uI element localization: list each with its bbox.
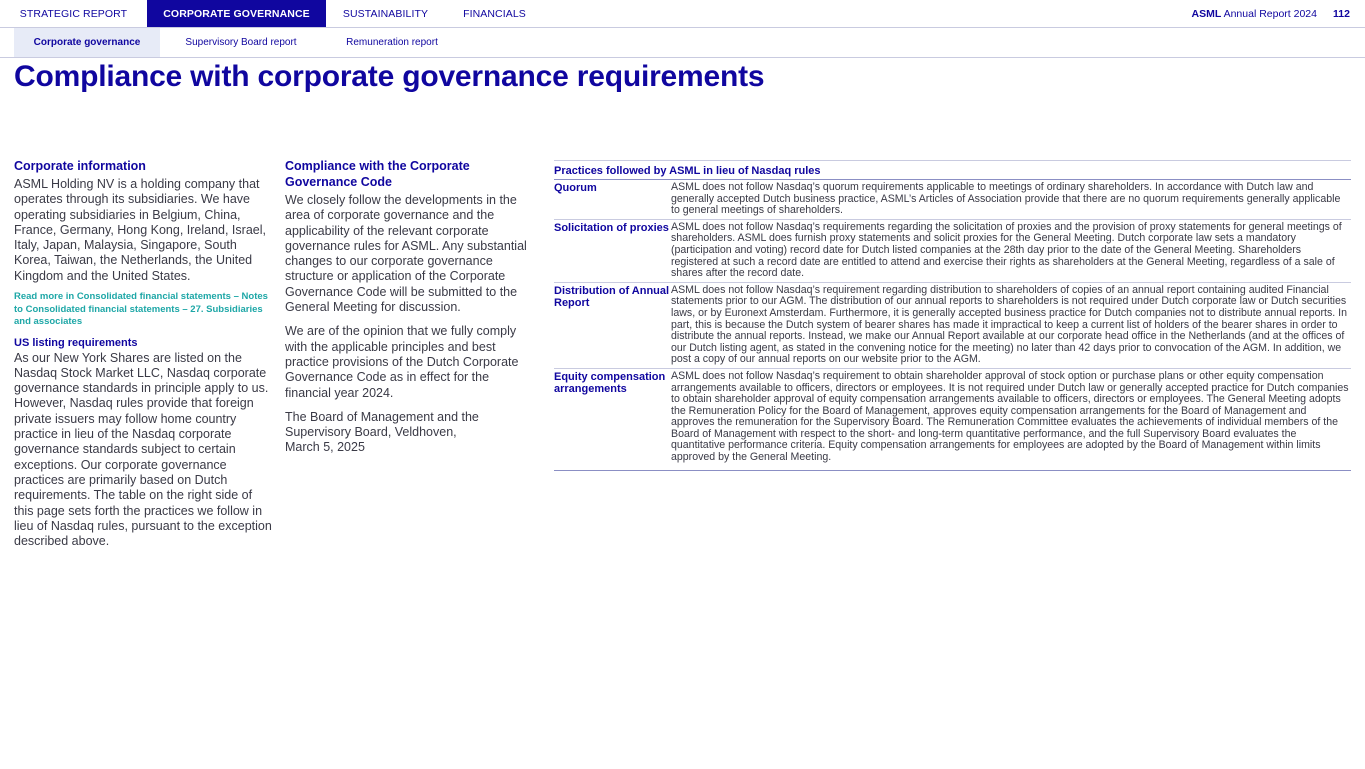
brand-name: ASML [1191,8,1222,20]
table-row-solicitation [554,220,1351,283]
row-text: ASML does not follow Nasdaq’s requirements regarding the solicitation of proxies and the provision of proxy statements for general meetings of shareholders. ASML does furnish proxy statements and solicit proxies for the General Meeting. Dutch corporate law sets a mandatory (participation and voting) record date for Dutch listed companies at the 28th day prior to the date of the General Meeting. Shareholders registered at such a record date are entitled to attend and exercise their rights as shareholders at the General Meeting, regardless of a sale of shares after the record date. [671,220,1342,280]
row-label: Equity compensation arrangements [554,370,666,395]
governance-code-heading: Compliance with the Corporate Governance Code [285,159,470,189]
read-more-link[interactable]: Read more in Consolidated financial statements – Notes to Consolidated financial statements – 27. Subsidiaries and associates [14,291,268,328]
subtab-supervisory-board-report[interactable]: Supervisory Board report [185,37,297,48]
table-row-distribution [554,283,1351,369]
table-title: Practices followed by ASML in lieu of Nasdaq rules [554,160,1351,180]
row-label: Distribution of Annual Report [554,284,670,309]
top-navigation [0,0,1365,28]
page-number: 112 [1333,8,1350,20]
signoff-date: March 5, 2025 [285,440,365,455]
corporate-information-text: ASML Holding NV is a holding company that operates through its subsidiaries. We have operating subsidiaries in Belgium, China, France, Germany, Hong Kong, Ireland, Israel, Italy, Japan, Malaysia, Singapore, South Korea, Taiwan, the Netherlands, the United Kingdom and the United States. [14,177,266,283]
subtab-corporate-governance[interactable]: Corporate governance [14,28,160,57]
tab-financials[interactable]: FINANCIALS [463,8,526,20]
governance-code-section [285,158,537,461]
us-listing-heading: US listing requirements [14,336,138,349]
subtab-remuneration-report[interactable]: Remuneration report [346,37,438,48]
row-text: ASML does not follow Nasdaq’s requirement regarding distribution to shareholders of copies of an annual report containing audited Financial statements prior to our AGM. The distribution of our annual reports to shareholders is not required under Dutch corporate law or Dutch securities laws, or by Euronext Amsterdam. Furthermore, it is generally accepted business practice for Dutch companies not to distribute annual reports. In part, this is because the Dutch system of bearer shares has made it impractical to keep a current list of holders of the bearer shares in order to distribute the annual reports. Instead, we make our Annual Report available at our corporate head office in the Netherlands (and at the offices of our Dutch listing agent, as stated in the convening notice for the meeting) no later than 42 days prior to convocation of the AGM. In addition, we post a copy of our annual reports on our website prior to the AGM. [671,283,1347,366]
tab-sustainability[interactable]: SUSTAINABILITY [342,8,429,20]
tab-strategic-report[interactable]: STRATEGIC REPORT [19,8,128,20]
us-listing-text: As our New York Shares are listed on the Nasdaq Stock Market LLC, Nasdaq corporate governance standards in principle apply to us. However, Nasdaq rules provide that foreign private issuers may follow home country practice in lieu of the Nasdaq corporate governance standards subject to certain exceptions. Our corporate governance practices are primarily based on Dutch requirements. The table on the right side of this page sets forth the practices we follow in lieu of Nasdaq rules, pursuant to the exception described above. [14,350,272,549]
report-brand[interactable] [1192,0,1318,27]
table-row-equity [554,369,1351,471]
row-text: ASML does not follow Nasdaq’s requirement to obtain shareholder approval of stock option or purchase plans or other equity compensation arrangements available to officers, directors or employees. It is not required under Dutch law or generally accepted practice for Dutch companies to obtain shareholder approval of equity compensation arrangements available to officers, directors or employees. The General Meeting adopts the Remuneration Policy for the Board of Management, approves equity compensation arrangements for the Board of Management and approves the remuneration for the Supervisory Board. The Remuneration Committee evaluates the achievements of individual members of the Board of Management with respect to the short- and long-term quantitative performance, and the full Supervisory Board evaluates the quantitative performance criteria. Equity compensation arrangements for employees are adopted by the Board of Management within limits approved by the General Meeting. [671,369,1349,464]
sub-navigation [0,28,1365,58]
governance-code-text-2: We are of the opinion that we fully comply with the applicable principles and best practice provisions of the Dutch Corporate Governance Code as in effect for the financial year 2024. [285,324,519,400]
governance-code-text-1: We closely follow the developments in the area of corporate governance and the applicability of the relevant corporate governance rules for ASML. Any substantial changes to our corporate governance structure or application of the Corporate Governance Code will be submitted to the General Meeting for discussion. [285,193,527,315]
signoff-line-2: Supervisory Board, Veldhoven, [285,425,457,440]
table-row-quorum [554,180,1351,220]
row-label: Quorum [554,182,597,194]
report-name: Annual Report 2024 [1221,8,1317,20]
corporate-information-section [14,158,272,554]
page-title: Compliance with corporate governance requirements [14,60,765,93]
nasdaq-practices-table [554,160,1351,471]
corporate-information-heading: Corporate information [14,159,146,173]
row-text: ASML does not follow Nasdaq’s quorum requirements applicable to meetings of ordinary shareholders. In accordance with Dutch law and generally accepted Dutch business practice, ASML’s Articles of Association provide that there are no quorum requirements generally applicable to general meetings of shareholders. [671,181,1341,217]
row-label: Solicitation of proxies [554,221,669,234]
signoff-line-1: The Board of Management and the [285,409,479,424]
tab-corporate-governance[interactable]: CORPORATE GOVERNANCE [147,0,326,27]
signoff [285,410,537,456]
